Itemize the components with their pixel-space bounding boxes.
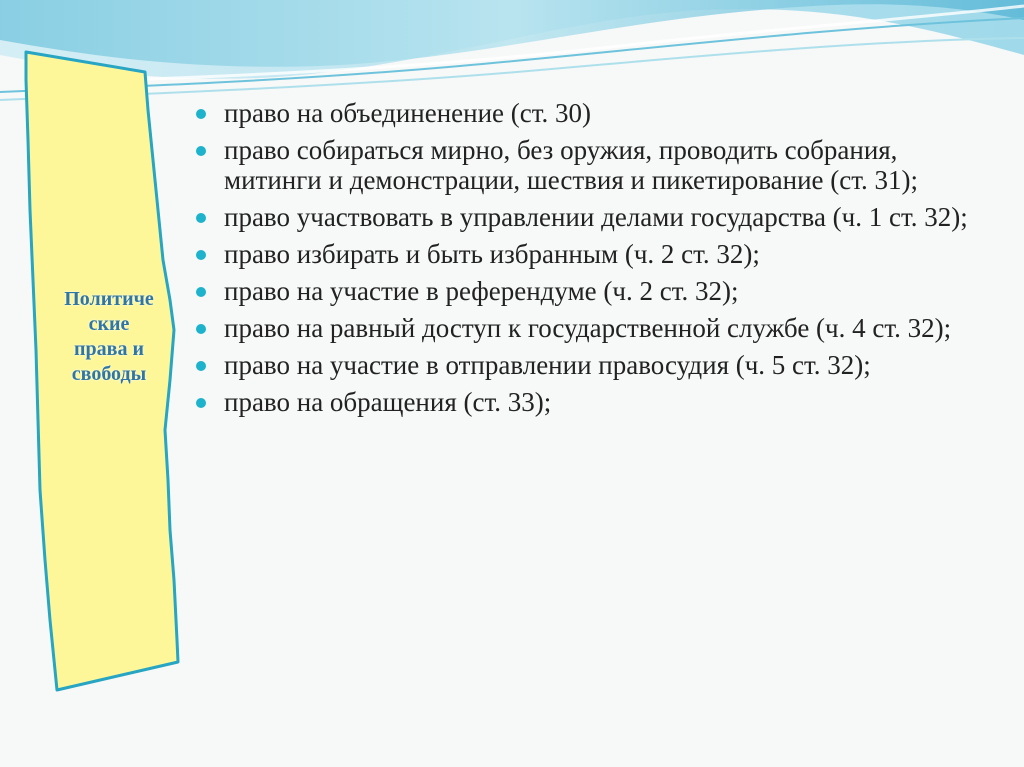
side-panel-label: Политиче ские права и свободы (64, 288, 154, 385)
bullet-icon (196, 213, 206, 223)
list-item (196, 239, 996, 269)
list-item (196, 98, 996, 128)
list-item (196, 313, 996, 343)
list-item-text: право на равный доступ к государственной службе (ч. 4 ст. 32); (224, 313, 952, 343)
bullet-icon (196, 146, 206, 156)
rights-list (196, 98, 996, 424)
list-item-text: право на обращения (ст. 33); (224, 387, 552, 417)
list-item-text: право избирать и быть избранным (ч. 2 ст. 32); (224, 239, 760, 269)
bullet-icon (196, 250, 206, 260)
bullet-icon (196, 324, 206, 334)
list-item-text: право участвовать в управлении делами государства (ч. 1 ст. 32); (224, 202, 968, 232)
list-item (196, 387, 996, 417)
bullet-icon (196, 287, 206, 297)
list-item-text: право на участие в отправлении правосудия (ч. 5 ст. 32); (224, 350, 871, 380)
list-item (196, 350, 996, 380)
list-item (196, 276, 996, 306)
list-item (196, 135, 996, 195)
list-item-text: право на участие в референдуме (ч. 2 ст. 32); (224, 276, 739, 306)
list-item (196, 202, 996, 232)
bullet-icon (196, 361, 206, 371)
bullet-icon (196, 109, 206, 119)
list-item-text: право собираться мирно, без оружия, проводить собрания, митинги и демонстрации, шествия и пикетирование (ст. 31); (224, 135, 919, 195)
list-item-text: право на объединенение (ст. 30) (224, 98, 592, 128)
bullet-icon (196, 398, 206, 408)
